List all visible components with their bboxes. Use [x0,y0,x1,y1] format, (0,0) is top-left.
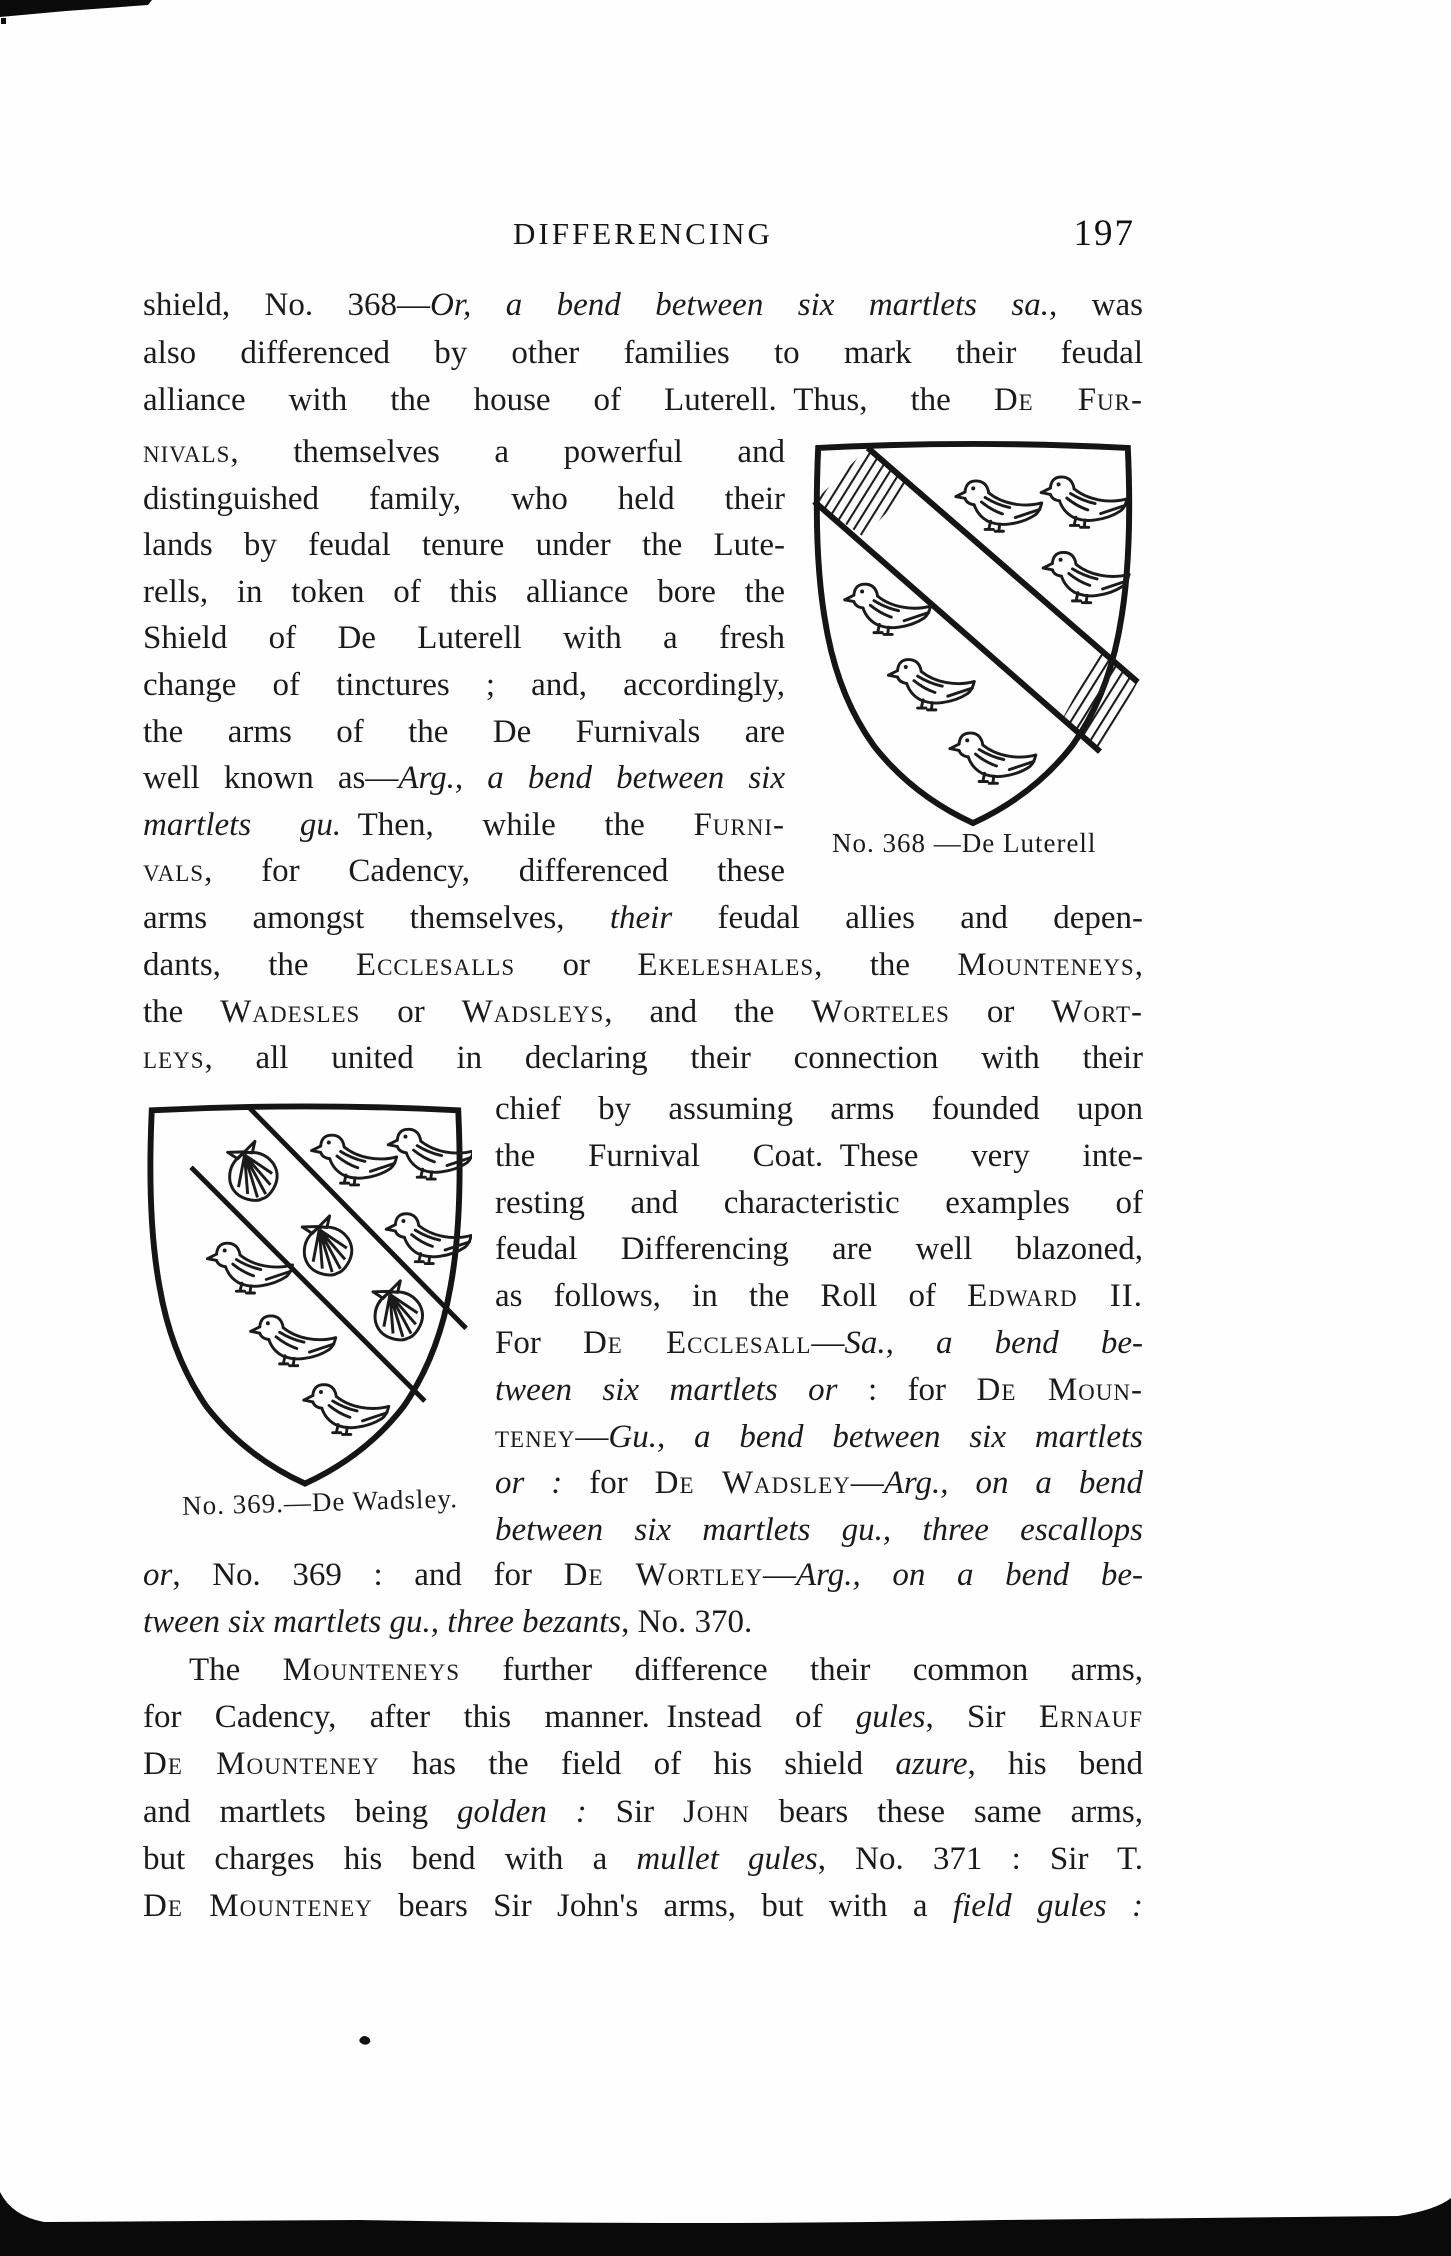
martlet-icon [1041,477,1127,527]
body-text: shield, No. 368— [143,287,431,323]
body-text: also differenced by other families to mark their feudal [143,334,1143,371]
body-text: Then, while the [341,806,694,843]
text-line [143,570,785,617]
italic-text: Or, a bend between six martlets sa. [430,287,1049,323]
martlet-icon [312,1135,397,1185]
small-caps-text: John [683,1793,750,1830]
body-text: for [562,1465,655,1502]
text-line [495,1227,1143,1274]
paragraph-mounteneys [143,1648,1143,1931]
small-caps-text: De Fur- [993,382,1143,418]
text-line [143,1837,1143,1884]
small-caps-text: leys [143,1040,205,1077]
body-text: , themselves a powerful and [230,434,785,470]
text-line [143,378,1143,426]
body-text: , No. 369 : and for [172,1557,564,1593]
martlet-icon [1043,552,1129,602]
body-text: , all united in declaring their connection with their [204,1040,1143,1077]
paragraph-after-figure [143,1553,1143,1647]
small-caps-text: De Wortley [563,1557,763,1593]
text-line [143,756,785,803]
body-text: as follows, in the Roll of [495,1278,968,1315]
body-text: chief by assuming arms founded upon [495,1091,1143,1127]
italic-text: their [609,900,673,936]
paragraph-middle [143,896,1143,1083]
body-text: , No. 370. [621,1604,753,1640]
body-text: for Cadency, after this manner. Instead of [143,1699,856,1736]
body-text: and martlets being [143,1793,457,1830]
shield-368-de-luterell-illustration [804,438,1142,830]
body-text: , the [814,946,958,983]
text-line [143,616,785,663]
small-caps-text: Worteles [811,993,950,1030]
body-text: , [1134,946,1143,983]
scan-corner-artifact [0,0,152,24]
body-text: , was [1049,287,1143,323]
small-caps-text: Ekeleshales [637,946,815,983]
text-line [495,1368,1143,1415]
body-text: arms amongst themselves, [143,900,610,936]
body-text: Sir [586,1793,684,1830]
text-line [143,283,1143,331]
italic-text: gules [855,1699,926,1736]
body-text: rells, in token of this alliance bore the [143,573,785,610]
text-line [143,1742,1143,1789]
body-text: or [515,946,638,983]
body-text: feudal allies and depen- [672,900,1143,936]
body-text: alliance with the house of Luterell. Thus, the [143,382,994,418]
italic-text: Arg., on a bend be- [796,1557,1143,1593]
text-line [143,477,785,524]
text-line [143,1884,1143,1931]
body-text: , his bend [967,1746,1143,1783]
text-line [495,1181,1143,1228]
small-caps-text: Edward II. [967,1278,1143,1315]
text-line [143,943,1143,990]
body-text: lands by feudal tenure under the Lute- [143,527,785,564]
scan-bottom-edge [0,2180,1451,2256]
figure-caption-368: No. 368 —De Luterell [832,828,1097,858]
text-line [143,849,785,896]
body-text: distinguished family, who held their [143,480,785,517]
ink-speck [358,2034,371,2047]
escallop-icon [219,1138,284,1208]
italic-text: Arg., on a bend [883,1465,1143,1502]
running-head-title: DIFFERENCING [513,216,773,251]
small-caps-text: De Moun- [976,1371,1143,1408]
text-line [143,1036,1143,1083]
italic-text: martlets gu. [143,806,342,843]
body-text: dants, the [143,946,356,983]
body-text: well known as— [143,760,399,797]
text-line [143,1648,1143,1695]
text-line [143,1553,1143,1600]
paragraph-wrap-beside-368 [143,430,785,896]
body-text: , No. 371 : Sir T. [817,1840,1143,1877]
italic-text: Gu., a bend between six martlets [608,1418,1143,1455]
page-header [143,213,1143,266]
text-line [143,896,1143,943]
body-text: or [949,993,1052,1030]
body-text: but charges his bend with a [143,1840,637,1877]
body-text: , Sir [925,1699,1039,1736]
text-line [495,1461,1143,1508]
text-line [143,1695,1143,1742]
small-caps-text: teney [495,1418,576,1455]
body-text: Shield of De Luterell with a fresh [143,620,785,657]
small-caps-text: Wort- [1051,993,1143,1030]
page-number: 197 [1073,213,1135,254]
body-text: bears these same arms, [749,1793,1144,1830]
body-text: feudal Differencing are well blazoned, [495,1231,1143,1268]
text-line [495,1321,1143,1368]
small-caps-text: vals [143,853,205,890]
small-caps-text: Ernauf [1038,1699,1143,1736]
text-line [495,1415,1143,1462]
paragraph-wrap-beside-369 [495,1087,1143,1555]
italic-text: or [143,1557,173,1593]
italic-text: tween six martlets gu., three bezants [143,1604,622,1640]
text-line [143,803,785,850]
martlet-icon [208,1243,293,1293]
text-line [143,990,1143,1037]
small-caps-text: Mounteneys [957,946,1135,983]
small-caps-text: Wadesles [220,993,361,1030]
body-text: the [143,993,221,1030]
body-text: : for [837,1371,977,1408]
italic-text: golden : [457,1793,587,1830]
escallop-icon [294,1212,359,1282]
body-text: , and the [604,993,812,1030]
body-text: bears Sir John's arms, but with a [372,1887,953,1924]
text-line [143,523,785,570]
small-caps-text: Wadsleys [461,993,605,1030]
small-caps-text: Furni- [693,806,786,843]
text-line [143,710,785,757]
small-caps-text: Ecclesalls [355,946,516,983]
body-text: the Furnival Coat. These very inte- [495,1137,1143,1174]
bend [814,448,1138,752]
text-line [495,1508,1143,1555]
figure-caption-369: No. 369.—De Wadsley. [181,1483,459,1521]
italic-text: Arg., a bend between six [398,760,785,797]
italic-text: between six martlets gu., three escallops [495,1512,1143,1549]
body-text: For [495,1324,583,1361]
small-caps-text: De Mounteney [143,1746,380,1783]
italic-text: Sa., a bend be- [844,1324,1143,1361]
small-caps-text: Mounteneys [282,1652,460,1688]
italic-text: mullet gules [636,1840,818,1877]
body-text: the arms of the De Furnivals are [143,713,785,750]
scan-speck [1,18,6,24]
body-text: — [763,1557,796,1593]
body-text: has the field of his shield [379,1746,896,1783]
italic-text: azure [895,1746,968,1783]
martlet-icon [888,660,974,710]
text-line [143,1790,1143,1837]
italic-text: or : [495,1465,563,1502]
text-line [495,1274,1143,1321]
body-text: change of tinctures ; and, accordingly, [143,666,785,703]
martlet-icon [956,481,1042,531]
body-text: or [360,993,462,1030]
small-caps-text: nivals [143,434,231,470]
text-line [143,663,785,710]
small-caps-text: De Mounteney [143,1887,373,1924]
text-line [495,1134,1143,1181]
small-caps-text: De Ecclesall [582,1324,812,1361]
martlet-icon [251,1316,336,1366]
body-text: — [811,1324,845,1361]
italic-text: tween six martlets or [495,1371,838,1408]
text-line [143,1600,1143,1647]
shield-369-de-wadsley-illustration [138,1096,472,1494]
body-text: resting and characteristic examples of [495,1184,1143,1221]
text-line [143,331,1143,379]
body-text: — [575,1418,609,1455]
body-text: , for Cadency, differenced these [204,853,785,890]
martlet-icon [950,733,1036,783]
text-line [143,430,785,477]
escallop-icon [365,1277,430,1347]
paragraph-intro [143,283,1143,426]
text-line [495,1087,1143,1134]
body-text: further difference their common arms, [460,1652,1143,1688]
italic-text: field gules : [952,1887,1143,1924]
body-text: — [850,1465,884,1502]
body-text: The [189,1652,283,1688]
small-caps-text: De Wadsley [654,1465,851,1502]
martlet-icon [304,1385,389,1435]
